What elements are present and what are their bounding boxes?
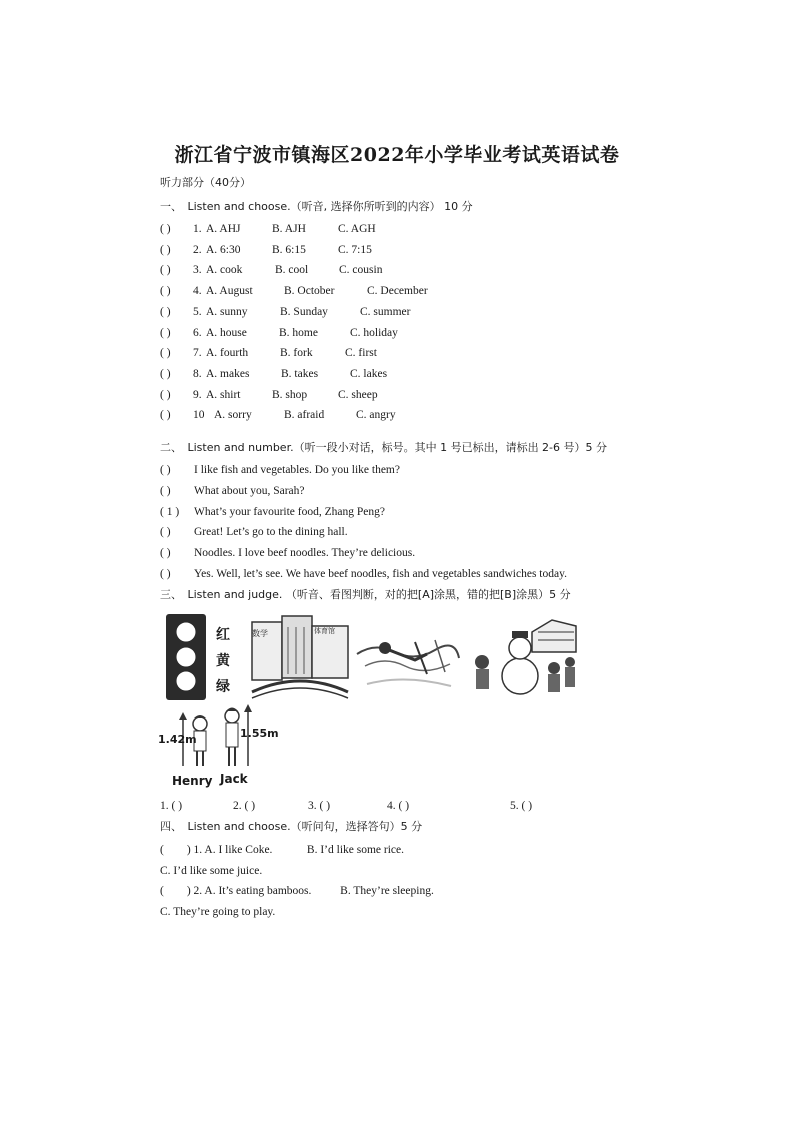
yellow-light [176,647,196,667]
dialogue-line: Great! Let’s go to the dining hall. [194,526,348,538]
option-a: A. fourth [206,347,249,359]
school-buildings-picture [248,612,353,702]
answer-3[interactable]: 3. ( ) [308,800,331,812]
answer-blank[interactable]: ( ) [160,409,171,421]
dialogue-line: I like fish and vegetables. Do you like them? [194,464,400,476]
option-a: A. cook [206,264,243,276]
option-c: C. December [367,285,428,297]
answer-4[interactable]: 4. ( ) [387,800,410,812]
dialogue-line: What’s your favourite food, Zhang Peng? [194,506,385,518]
option-c: C. sheep [338,389,378,401]
answer-blank[interactable]: ( ) [160,389,171,401]
option-b: B. fork [280,347,313,359]
option-a: A. house [206,327,247,339]
section4-q1-line: ( ) 1. A. I like Coke. B. I’d like some rice. [160,844,405,856]
option-a: A. 6:30 [206,244,241,256]
option-c: C. lakes [350,368,388,380]
answer-blank[interactable]: ( ) [160,347,171,359]
section2-heading: 二、 Listen and number.（听一段小对话，标号。其中 1 号已标出，请标出 2-6 号）5 分 [160,441,608,454]
answer-1[interactable]: 1. ( ) [160,800,183,812]
answer-blank[interactable]: ( ) [160,368,171,380]
jack-head [225,709,239,723]
snowman-body [502,658,538,694]
option-c: C. cousin [339,264,383,276]
jack-name-label: Jack [220,772,248,786]
option-b: B. takes [281,368,319,380]
item-number: 10 [193,409,205,421]
henry-height-label: 1.42m [158,733,197,746]
red-light [176,622,196,642]
answer-blank[interactable]: ( ) [160,327,171,339]
child-left-head [475,655,489,669]
item-number: 2. [193,244,202,256]
item-number: 4. [193,285,202,297]
option-a: A. sunny [206,306,248,318]
swimmer-head [379,642,391,654]
traffic-label-yellow: 黄 [216,653,230,669]
jack-height-label: 1.55m [240,727,279,740]
swimming-picture [355,614,460,700]
option-b: B. home [279,327,318,339]
dialogue-line: Yes. Well, let’s see. We have beef noodles, fish and vegetables sandwiches today. [194,568,567,580]
snowman-picture [462,612,578,702]
order-blank[interactable]: ( ) [160,526,171,538]
option-c: C. angry [356,409,396,421]
option-c: C. 7:15 [338,244,372,256]
item-number: 1. [193,223,202,235]
option-a: A. sorry [214,409,252,421]
part-heading: 听力部分（40分） [160,176,251,189]
option-c: C. first [345,347,377,359]
item-number: 9. [193,389,202,401]
snowman-head [509,637,531,659]
answer-blank[interactable]: ( ) [160,223,171,235]
answer-blank[interactable]: ( ) [160,306,171,318]
answer-blank[interactable]: ( ) [160,264,171,276]
option-b: B. shop [272,389,308,401]
building-sign-gym: 体育馆 [314,627,335,635]
option-c: C. summer [360,306,411,318]
item-number: 6. [193,327,202,339]
traffic-label-red: 红 [216,627,230,643]
answer-5[interactable]: 5. ( ) [510,800,533,812]
henry-name-label: Henry [172,774,213,788]
house-roof [532,620,576,652]
option-b: B. AJH [272,223,306,235]
answer-2[interactable]: 2. ( ) [233,800,256,812]
option-a: A. AHJ [206,223,241,235]
section4-q1-option-c: C. I’d like some juice. [160,865,263,877]
option-b: B. cool [275,264,309,276]
snowman-hat [512,631,528,638]
building-middle [282,616,312,678]
answer-blank[interactable]: ( ) [160,285,171,297]
option-b: B. 6:15 [272,244,306,256]
option-a: A. makes [206,368,250,380]
section3-heading: 三、 Listen and judge. （听音、看图判断，对的把[A]涂黑，错的把[B]涂黑）5 分 [160,588,571,601]
item-number: 5. [193,306,202,318]
option-c: C. holiday [350,327,398,339]
order-blank[interactable]: ( ) [160,485,171,497]
option-b: B. afraid [284,409,325,421]
order-blank[interactable]: ( ) [160,464,171,476]
option-c: C. AGH [338,223,376,235]
building-sign-math: 数学 [252,629,268,638]
section4-q2-option-c: C. They’re going to play. [160,906,276,918]
green-light [176,671,196,691]
option-b: B. Sunday [280,306,328,318]
page-title: 浙江省宁波市镇海区2022年小学毕业考试英语试卷 [174,144,620,166]
order-blank[interactable]: ( ) [160,547,171,559]
section4-q2-line: ( ) 2. A. It’s eating bamboos. B. They’re sleeping. [160,885,434,897]
dialogue-line: What about you, Sarah? [194,485,305,497]
jack-body [226,723,238,747]
section4-heading: 四、 Listen and choose.（听问句，选择答句）5 分 [160,820,423,833]
option-a: A. August [206,285,253,297]
henry-head [193,717,207,731]
option-a: A. shirt [206,389,241,401]
order-blank[interactable]: ( ) [160,568,171,580]
answer-blank[interactable]: ( ) [160,244,171,256]
order-blank[interactable]: ( 1 ) [160,506,180,518]
traffic-label-green: 绿 [216,679,230,695]
item-number: 3. [193,264,202,276]
dialogue-line: Noodles. I love beef noodles. They’re delicious. [194,547,416,559]
item-number: 8. [193,368,202,380]
child-right-head [548,662,560,674]
bridge-arc [252,681,348,692]
section1-heading: 一、 Listen and choose.（听音, 选择你所听到的内容） 10 分 [160,200,473,213]
option-b: B. October [284,285,335,297]
item-number: 7. [193,347,202,359]
